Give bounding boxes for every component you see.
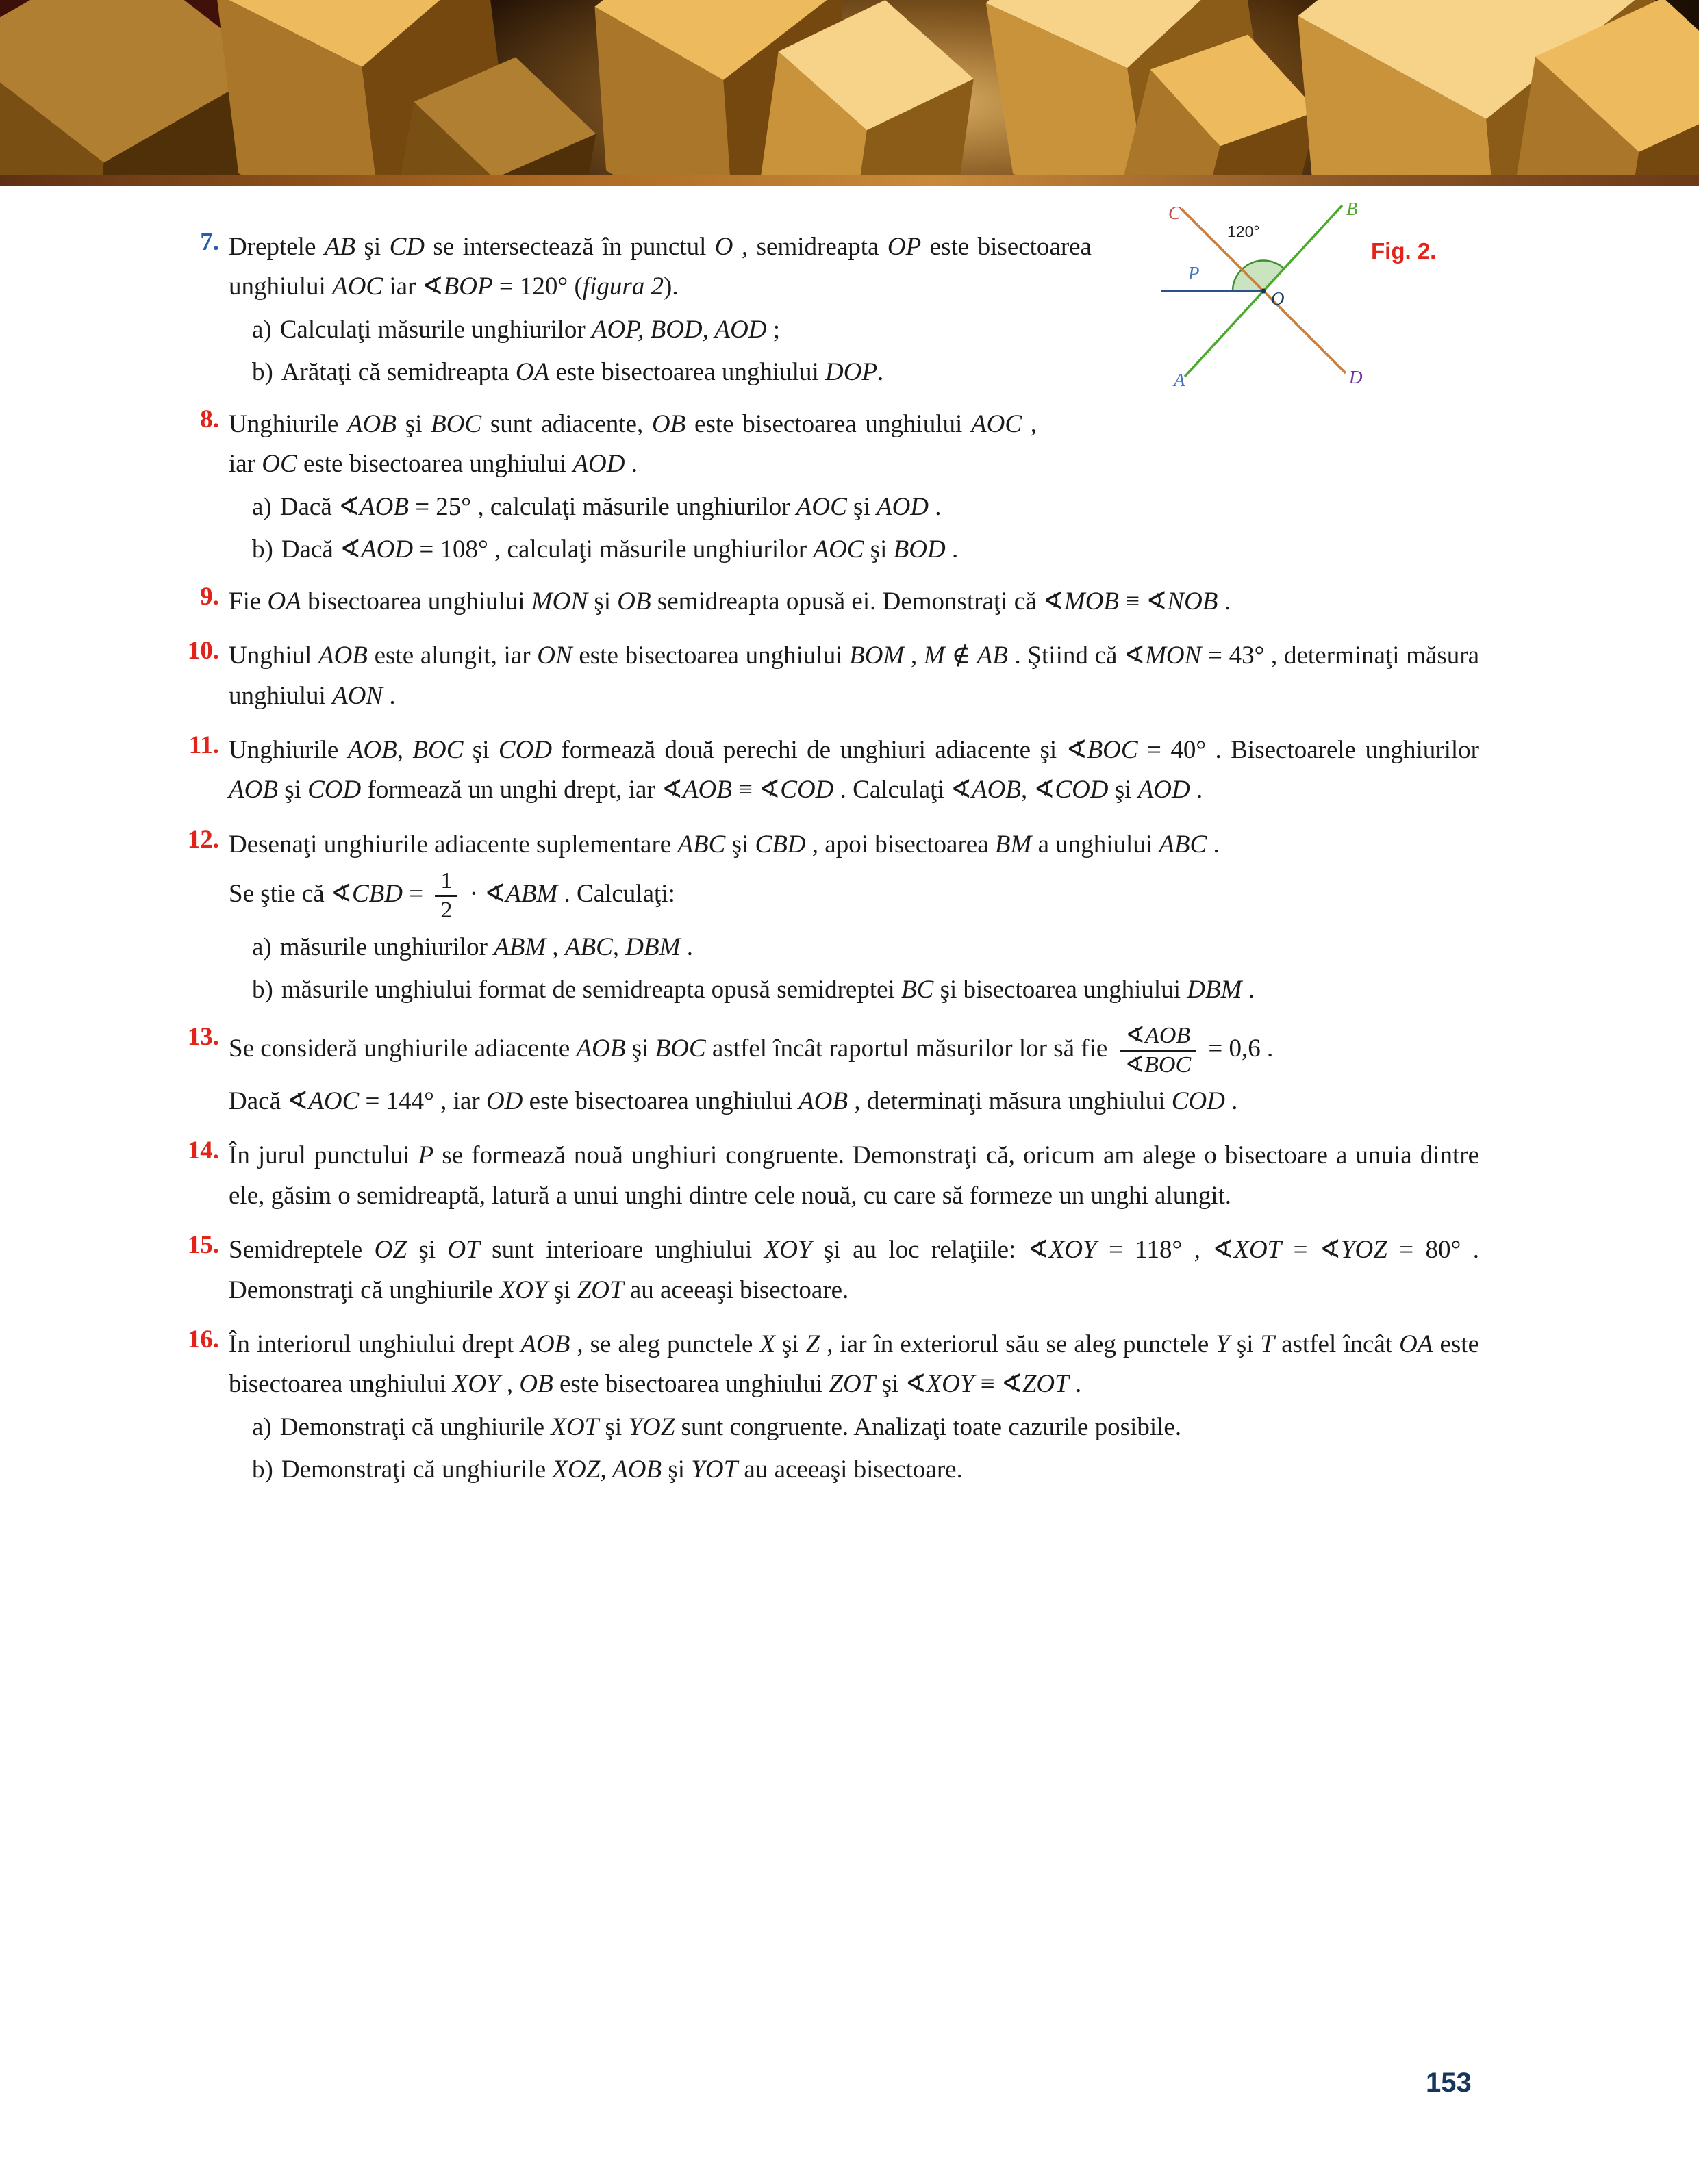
math-run: AOB [798,1087,848,1115]
text-run: , [397,735,413,764]
math-run: DBM [1187,976,1242,1004]
text-run: , iar în exteriorul său se aleg punctele [820,1330,1216,1359]
sub-item-label: a) [252,932,272,961]
text-run: semidreapta opusă ei. Demonstraţi că [651,587,1043,615]
math-run: ABM [494,932,546,961]
fraction-numerator [1120,1022,1197,1050]
paragraph [229,1022,1479,1079]
math-run: ABC [1159,830,1207,859]
paragraph [229,227,1092,307]
problem-7 [173,227,1479,393]
text-run: = 40° . Bisectoarele unghiurilor [1137,735,1480,764]
math-run: XOY [452,1370,501,1399]
text-run: = 80° . Demonstraţi că unghiurile [229,1236,1479,1304]
problem-11 [173,731,1479,813]
text-run: şi [599,1412,629,1441]
paragraph [229,1325,1479,1405]
math-run: OP [887,233,922,261]
math-run: BC [901,976,934,1004]
text-run: ). [664,272,679,301]
sub-item [229,928,1479,967]
header-accent-bar [0,175,1699,186]
text-run: şi [463,735,499,764]
point-label-A: A [1174,370,1185,390]
text-run: Se ştie că [229,880,331,909]
text-run: astfel încât raportul măsurilor lor să fie [705,1034,1114,1063]
sub-item [229,970,1479,1010]
math-run: ON [537,642,572,670]
text-run: , [546,932,565,961]
text-run: Unghiurile [229,409,348,438]
text-run: Dacă [279,492,338,521]
math-run: ∢MON [1124,642,1202,670]
problem-body [229,636,1479,719]
math-run: YOT [691,1456,738,1484]
problem-body [229,1022,1479,1125]
math-run: CD [389,233,425,261]
math-run: ∢YOZ [1319,1236,1387,1265]
text-run: a unghiului [1031,830,1159,859]
text-run: sunt adiacente, [481,409,652,438]
text-run: Demonstraţi că unghiurile [279,1412,551,1441]
text-run: . [945,535,959,564]
sub-item [229,530,1479,570]
math-run: M [923,642,945,670]
text-run: este bisectoarea unghiului [572,642,850,670]
fraction [1120,1022,1197,1079]
math-run: BM [994,830,1032,859]
math-run: ABC, DBM [564,932,681,961]
problem-10 [173,636,1479,719]
fraction [435,867,457,924]
math-run: O [714,233,733,261]
problem-number: 7. [200,228,219,256]
text-run: formează un unghi drept, iar [361,776,662,804]
math-run: ∢BOC [1066,735,1138,764]
text-run: şi [277,776,308,804]
text-run: = [403,880,430,909]
problem-number: 8. [200,405,219,433]
text-run: . [1218,587,1231,615]
math-run: AOB [318,642,368,670]
text-run: , semidreapta [733,233,888,261]
math-run: XOZ, AOB [552,1456,662,1484]
text-run: , [500,1370,520,1399]
text-run: . [625,450,638,479]
text-run: ≡ [974,1370,1001,1399]
math-run: BOD [893,535,946,564]
problem-body [229,405,1479,570]
math-run: ∢AOD [340,535,414,564]
text-run: ; [766,315,781,344]
text-run: · [463,880,485,909]
problem-15 [173,1230,1479,1313]
math-run: AOD [1137,776,1190,804]
text-run: măsurile unghiurilor [279,932,494,961]
text-run: Se consideră unghiurile adiacente [229,1034,577,1063]
math-run: OC [262,450,297,479]
point-label-P: P [1188,263,1200,283]
text-run: este bisectoarea unghiului [549,358,825,387]
text-run: este alungit, iar [367,642,538,670]
problem-body [229,227,1092,393]
problem-number: 13. [187,1022,219,1051]
paragraph [229,405,1037,485]
text-run: = 118° , [1096,1236,1213,1265]
text-run: , se aleg punctele [570,1330,760,1359]
math-run: AOC [796,492,847,521]
math-run: AOD [876,492,929,521]
math-run: AOD [572,450,625,479]
angle-value-label: 120° [1227,223,1260,240]
problem-body [229,582,1479,624]
text-run: Dacă [229,1087,288,1115]
text-run: se intersectează în punctul [424,233,715,261]
math-run: Y [1216,1330,1230,1359]
math-run: ∢CBD [330,880,403,909]
sub-item [229,1450,1479,1490]
math-run: BOC [412,735,464,764]
math-run: XOT [551,1412,599,1441]
text-run: bisectoarea unghiului [301,587,531,615]
math-run: BOM [849,642,905,670]
math-run: XOY [499,1275,548,1304]
text-run: . [1068,1370,1082,1399]
problem-8 [173,405,1479,570]
text-run: ≡ [731,776,759,804]
math-run: AOB [229,776,278,804]
math-run: ∢XOT [1212,1236,1282,1265]
header-decoration [0,0,1699,186]
math-run: ∢MOB [1042,587,1120,615]
math-run: ∢AOC [287,1087,360,1115]
point-label-D: D [1349,367,1363,388]
problem-number: 11. [188,731,219,759]
problem-number: 9. [200,582,219,611]
text-run: . [877,358,884,387]
math-run: ∢NOB [1146,587,1218,615]
math-run: AOB [520,1330,570,1359]
math-run: Z [805,1330,820,1359]
paragraph [229,636,1479,716]
math-run: AOB [347,735,397,764]
header-cubes-art [0,0,1699,175]
text-run: şi [725,830,755,859]
math-run: OZ [374,1236,407,1265]
math-run: ∢ABM [484,880,558,909]
problem-body [229,825,1479,1011]
text-run: ≡ [1119,587,1146,615]
text-run: . [1224,1087,1238,1115]
text-run: = 144° , iar [359,1087,486,1115]
math-run: COD [498,735,553,764]
text-run: este bisectoarea unghiului [229,233,1092,301]
text-run: . Ştiind că [1007,642,1124,670]
text-run: 2 [440,898,453,924]
text-run: , determinaţi măsura unghiului [848,1087,1172,1115]
text-run: şi [355,233,390,261]
math-run: ∢AOB [338,492,409,521]
text-run: sunt interioare unghiului [479,1236,764,1265]
problem-body [229,1230,1479,1313]
text-run: Unghiul [229,642,318,670]
math-run: BOC [431,409,482,438]
text-run: Fie [229,587,268,615]
math-run: OA [515,358,550,387]
math-run: ∢ZOT [1000,1370,1069,1399]
math-run: OA [1399,1330,1433,1359]
math-run: AB [324,233,356,261]
text-run: Demonstraţi că unghiurile [281,1456,553,1484]
paragraph [229,1136,1479,1216]
text-run: = 120° ( [492,272,583,301]
text-run: şi [1108,776,1138,804]
paragraph [229,731,1479,811]
text-run: = 25° , calculaţi măsurile unghiurilor [408,492,796,521]
text-run: = 43° , determinaţi măsura unghiului [229,642,1480,710]
text-run: , iar [229,409,1037,479]
text-run: şi [864,535,894,564]
problem-16 [173,1325,1479,1490]
text-run: şi bisectoarea unghiului [933,976,1187,1004]
paragraph [229,825,1479,865]
sub-item-label: b) [252,976,273,1004]
math-run: COD [1171,1087,1225,1115]
text-run: = 0,6 . [1202,1034,1274,1063]
math-run: OB [519,1370,553,1399]
math-run: ∢BOP [422,272,493,301]
sub-item-label: b) [252,535,273,564]
page-number: 153 [1426,2068,1472,2098]
text-run: este bisectoarea unghiului [229,1330,1479,1399]
math-run: T [1260,1330,1275,1359]
text-run: . [1207,830,1220,859]
text-run: şi [875,1370,905,1399]
text-run: şi [846,492,877,521]
text-run: . [929,492,942,521]
math-run: AOC [332,272,383,301]
text-run: , [904,642,924,670]
math-run: ∢XOY [905,1370,974,1399]
sub-item [229,1408,1479,1447]
math-run: AOB [347,409,397,438]
text-run: este bisectoarea unghiului [297,450,573,479]
text-run: În interiorul unghiului drept [229,1330,521,1359]
text-run: 1 [440,868,453,894]
text-run: şi [396,409,431,438]
math-run: figura 2 [582,272,664,301]
problems-list [173,227,1479,1502]
sub-item [229,310,1092,350]
problem-body [229,1325,1479,1490]
math-run: P [418,1141,434,1170]
text-run: = [1281,1236,1320,1265]
math-run: X [759,1330,775,1359]
math-run: COD [307,776,362,804]
math-run: ∢XOY [1027,1236,1097,1265]
problem-number: 10. [187,637,219,665]
sub-item [229,487,1479,527]
text-run: , apoi bisectoarea [805,830,995,859]
math-run: AOC [971,409,1022,438]
problem-number: 14. [187,1137,219,1165]
text-run: = 108° , calculaţi măsurile unghiurilor [413,535,814,564]
text-run: În jurul punctului [229,1141,418,1170]
text-run: se formează nouă unghiuri congruente. Demonstraţi că, oricum am alege o bisectoare a unuia dintre ele, găsim o semidreaptă, latură a unui unghi dintre cele nouă, cu care să formeze un unghi alungit. [229,1141,1479,1210]
paragraph [229,867,1479,924]
sub-item-label: b) [252,358,273,387]
text-run: este bisectoarea unghiului [523,1087,799,1115]
math-run: ∢AOB [661,776,732,804]
paragraph [229,1082,1479,1121]
math-run: AOB [576,1034,626,1063]
text-run: este bisectoarea unghiului [685,409,971,438]
text-run: măsurile unghiului format de semidreapta opusă semidreptei [281,976,902,1004]
sub-item-label: a) [252,315,272,344]
text-run: Unghiurile [229,735,348,764]
math-run: OA [267,587,301,615]
text-run: Dreptele [229,233,325,261]
math-run: ∢AOB [1125,1022,1191,1048]
text-run: iar [383,272,423,301]
math-run: BOC [655,1034,706,1063]
sub-item-label: a) [252,492,272,521]
point-label-C: C [1168,203,1181,223]
text-run: Arătaţi că semidreapta [281,358,516,387]
figure-caption: Fig. 2. [1371,238,1437,264]
text-run: şi [588,587,618,615]
problem-12 [173,825,1479,1011]
math-run: AOP, BOD, AOD [591,315,767,344]
point-label-O: O [1271,288,1285,309]
text-run: şi au loc relaţiile: [811,1236,1028,1265]
point-label-B: B [1346,199,1358,219]
text-run: . Calculaţi: [557,880,675,909]
text-run: Calculaţi măsurile unghiurilor [279,315,592,344]
sub-item-label: a) [252,1412,272,1441]
math-run: MON [531,587,588,615]
text-run: . [680,932,693,961]
math-run: YOZ [628,1412,675,1441]
text-run: au aceeaşi bisectoare. [623,1275,849,1304]
text-run: şi [775,1330,806,1359]
math-run: XOY [764,1236,812,1265]
paragraph [229,1230,1479,1310]
math-run: AB [977,642,1008,670]
problem-number: 12. [187,825,219,854]
text-run: formează două perechi de unghiuri adiacente şi [552,735,1066,764]
math-run: OT [447,1236,480,1265]
paragraph [229,582,1479,622]
math-run: AOC [813,535,864,564]
sub-item-label: b) [252,1456,273,1484]
problem-body [229,731,1479,813]
math-run: OB [651,409,686,438]
text-run: au aceeaşi bisectoare. [738,1456,963,1484]
math-run: ∢AOB, ∢COD [950,776,1109,804]
math-run: ZOT [577,1275,624,1304]
text-run: . [1242,976,1255,1004]
problem-9 [173,582,1479,624]
math-run: CBD [755,830,806,859]
problem-body [229,1136,1479,1219]
problem-number: 15. [187,1231,219,1260]
math-run: ∢COD [759,776,834,804]
text-run: şi [625,1034,655,1063]
text-run: . [1190,776,1203,804]
problem-14 [173,1136,1479,1219]
text-run: sunt congruente. Analizaţi toate cazurile posibile. [675,1412,1182,1441]
text-run: şi [406,1236,448,1265]
text-run: este bisectoarea unghiului [553,1370,829,1399]
text-run: . Calculaţi [833,776,951,804]
fraction-numerator [435,867,457,895]
math-run: OD [486,1087,523,1115]
fraction-denominator [435,895,457,924]
math-run: ∢BOC [1124,1052,1192,1078]
text-run: ∉ [944,642,977,670]
text-run: Semidreptele [229,1236,375,1265]
text-run: şi [1229,1330,1261,1359]
math-run: AON [332,681,383,710]
problem-number: 16. [187,1325,219,1354]
problem-13 [173,1022,1479,1125]
text-run: . [383,681,396,710]
text-run: Dacă [281,535,340,564]
text-run: Desenaţi unghiurile adiacente suplementare [229,830,678,859]
math-run: DOP [825,358,878,387]
math-run: ZOT [829,1370,876,1399]
fraction-denominator [1120,1050,1197,1079]
text-run: şi [547,1275,577,1304]
sub-item [229,353,1092,392]
math-run: OB [617,587,651,615]
text-run: şi [662,1456,692,1484]
math-run: ABC [677,830,726,859]
text-run: astfel încât [1274,1330,1400,1359]
